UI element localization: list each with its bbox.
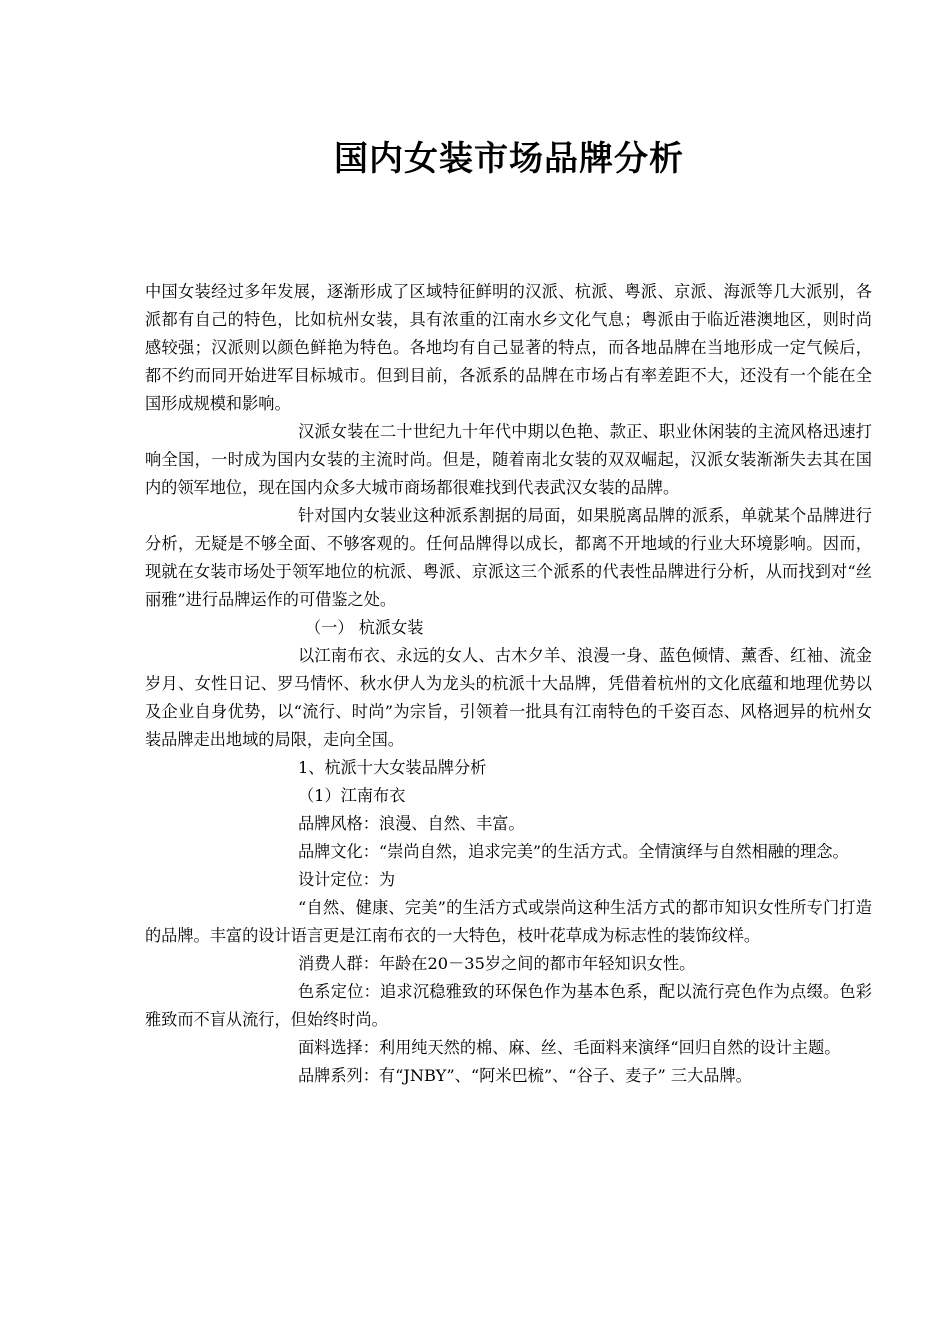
section-heading-hangzhou: （一） 杭派女装 [305,618,424,637]
item-brand-style: 品牌风格：浪漫、自然、丰富。 [298,814,525,833]
item-fabric-choice: 面料选择：利用纯天然的棉、麻、丝、毛面料来演绎“回归自然的设计主题。 [298,1038,841,1057]
item-brand-culture: 品牌文化：“崇尚自然，追求完美”的生活方式。全情演绎与自然相融的理念。 [298,842,849,861]
paragraph-intro: 中国女装经过多年发展，逐渐形成了区域特征鲜明的汉派、杭派、粤派、京派、海派等几大派别，各派都有自己的特色，比如杭州女装，具有浓重的江南水乡文化气息；粤派由于临近港澳地区，则时尚感较强；汉派则以颜色鲜艳为特色。各地均有自己显著的特点，而各地品牌在当地形成一定气候后，都不约而同开始进军目标城市。但到目前，各派系的品牌在市场占有率差距不大，还没有一个能在全国形成规模和影响。 [145,282,872,413]
item-design-description: “自然、健康、完美”的生活方式或崇尚这种生活方式的都市知识女性所专门打造的品牌。丰富的设计语言更是江南布衣的一大特色，枝叶花草成为标志性的装饰纹样。 [145,898,872,945]
paragraph-han-style: 汉派女装在二十世纪九十年代中期以色艳、款正、职业休闲装的主流风格迅速打响全国，一时成为国内女装的主流时尚。但是，随着南北女装的双双崛起，汉派女装渐渐失去其在国内的领军地位，现在国内众多大城市商场都很难找到代表武汉女装的品牌。 [145,422,872,497]
document-title: 国内女装市场品牌分析 [334,138,684,179]
document-body [145,278,872,1090]
subheading-top-ten: 1、杭派十大女装品牌分析 [298,758,487,777]
item-design-positioning: 设计定位：为 [298,870,396,889]
subheading-jnby: （1）江南布衣 [298,786,406,805]
paragraph-analysis-scope: 针对国内女装业这种派系割据的局面，如果脱离品牌的派系，单就某个品牌进行分析，无疑是不够全面、不够客观的。任何品牌得以成长，都离不开地域的行业大环境影响。因而，现就在女装市场处于领军地位的杭派、粤派、京派这三个派系的代表性品牌进行分析，从而找到对“丝丽雅”进行品牌运作的可借鉴之处。 [145,506,872,609]
item-color-positioning: 色系定位：追求沉稳雅致的环保色作为基本色系，配以流行亮色作为点缀。色彩雅致而不盲从流行，但始终时尚。 [145,982,872,1029]
item-consumer-group: 消费人群：年龄在20－35岁之间的都市年轻知识女性。 [298,954,696,973]
item-brand-series: 品牌系列：有“JNBY”、“阿米巴梳”、“谷子、麦子” 三大品牌。 [298,1066,752,1085]
paragraph-hangzhou-brands: 以江南布衣、永远的女人、古木夕羊、浪漫一身、蓝色倾情、薰香、红袖、流金岁月、女性日记、罗马情怀、秋水伊人为龙头的杭派十大品牌，凭借着杭州的文化底蕴和地理优势以及企业自身优势，以“流行、时尚”为宗旨，引领着一批具有江南特色的千姿百态、风格迥异的杭州女装品牌走出地域的局限，走向全国。 [145,646,872,749]
